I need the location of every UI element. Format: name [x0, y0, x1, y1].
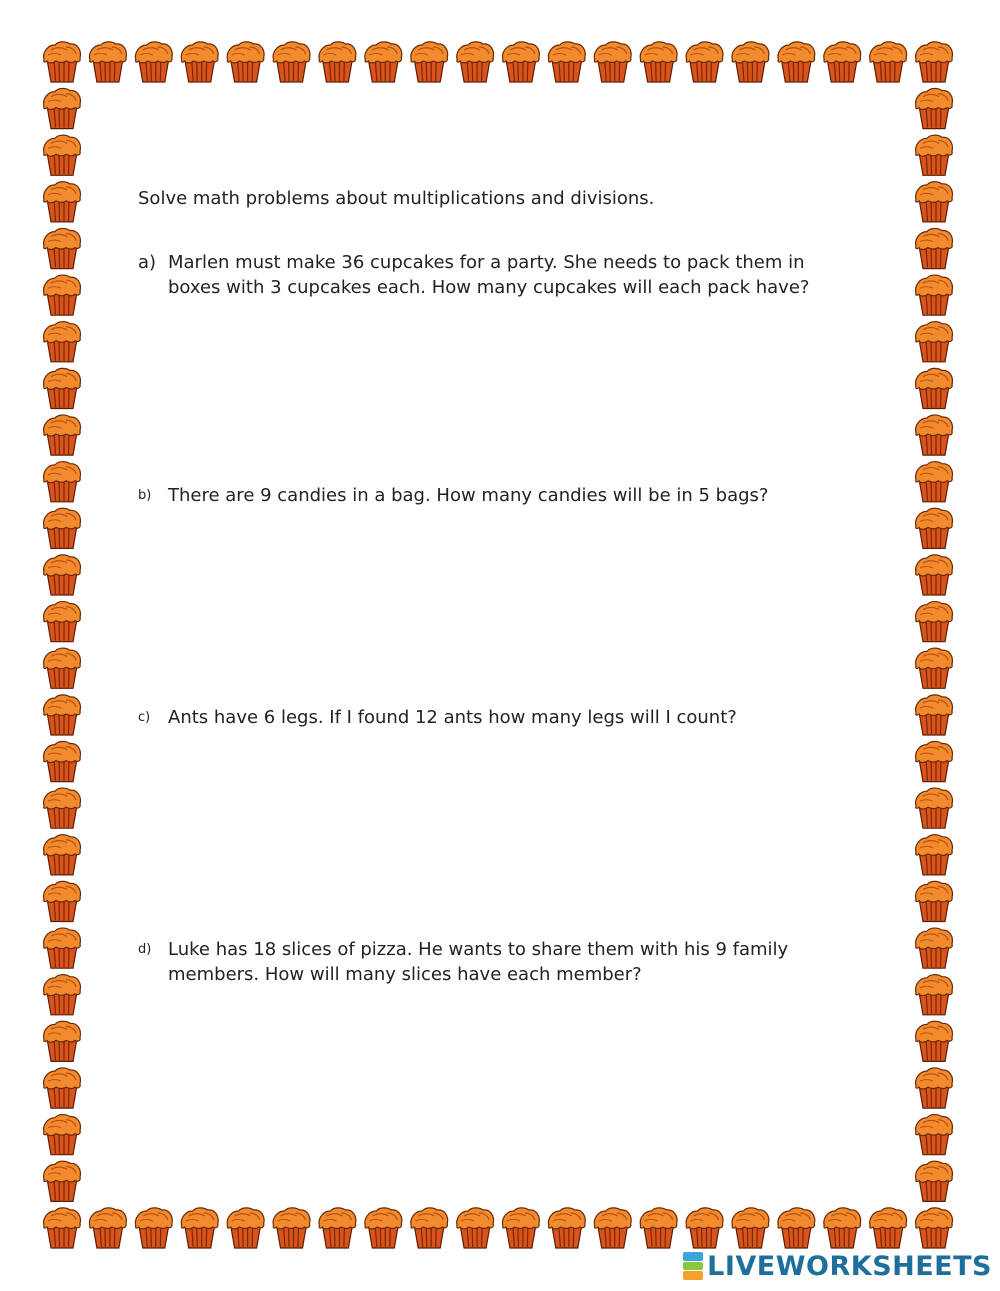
cupcake-icon: [457, 42, 494, 82]
cupcake-icon: [916, 1021, 953, 1061]
question-d: [138, 937, 848, 987]
cupcake-icon: [44, 275, 81, 315]
cupcake-icon: [916, 228, 953, 268]
cupcake-icon: [916, 741, 953, 781]
cupcake-icon: [870, 1208, 907, 1248]
cupcake-icon: [44, 881, 81, 921]
cupcake-icon: [640, 1208, 677, 1248]
cupcake-icon: [916, 368, 953, 408]
cupcake-icon: [44, 1021, 81, 1061]
cupcake-icon: [686, 1208, 723, 1248]
cupcake-icon: [640, 42, 677, 82]
cupcake-icon: [44, 835, 81, 875]
cupcake-icon: [916, 1161, 953, 1201]
cupcake-icon: [411, 42, 448, 82]
question-letter: a): [138, 252, 157, 273]
cupcake-icon: [548, 1208, 585, 1248]
cupcake-icon: [916, 835, 953, 875]
cupcake-icon: [916, 415, 953, 455]
cupcake-icon: [44, 1068, 81, 1108]
cupcake-icon: [916, 1208, 953, 1248]
cupcake-icon: [503, 42, 540, 82]
cupcake-icon: [90, 1208, 127, 1248]
worksheet-body: [138, 186, 848, 985]
question-b: [138, 483, 848, 508]
question-text: There are 9 candies in a bag. How many candies will be in 5 bags?: [168, 485, 769, 506]
cupcake-icon: [824, 42, 861, 82]
cupcake-icon: [916, 322, 953, 362]
cupcake-icon: [457, 1208, 494, 1248]
cupcake-icon: [594, 42, 631, 82]
cupcake-icon: [365, 1208, 402, 1248]
cupcake-icon: [319, 1208, 356, 1248]
cupcake-icon: [44, 1208, 81, 1248]
cupcake-icon: [548, 42, 585, 82]
cupcake-icon: [732, 1208, 769, 1248]
question-text: Luke has 18 slices of pizza. He wants to share them with his 9 family members. How will many slices have each member?: [168, 939, 789, 985]
question-text: Ants have 6 legs. If I found 12 ants how many legs will I count?: [168, 707, 737, 728]
cupcake-icon: [44, 555, 81, 595]
question-letter: d): [138, 942, 152, 957]
question-a: [138, 250, 848, 300]
cupcake-icon: [916, 648, 953, 688]
cupcake-icon: [916, 555, 953, 595]
cupcake-icon: [319, 42, 356, 82]
cupcake-icon: [870, 42, 907, 82]
cupcake-icon: [916, 462, 953, 502]
cupcake-icon: [778, 1208, 815, 1248]
cupcake-icon: [44, 462, 81, 502]
cupcake-icon: [916, 602, 953, 642]
cupcake-icon: [916, 508, 953, 548]
cupcake-icon: [181, 42, 218, 82]
question-letter: b): [138, 488, 152, 503]
cupcake-icon: [732, 42, 769, 82]
cupcake-icon: [916, 88, 953, 128]
cupcake-icon: [916, 928, 953, 968]
cupcake-icon: [916, 135, 953, 175]
cupcake-icon: [916, 1068, 953, 1108]
cupcake-icon: [44, 135, 81, 175]
cupcake-icon: [44, 508, 81, 548]
cupcake-icon: [44, 602, 81, 642]
worksheet-instructions: Solve math problems about multiplications and divisions.: [138, 188, 655, 209]
cupcake-icon: [135, 42, 172, 82]
cupcake-icon: [44, 415, 81, 455]
cupcake-icon: [44, 42, 81, 82]
cupcake-icon: [44, 1115, 81, 1155]
cupcake-icon: [824, 1208, 861, 1248]
cupcake-icon: [411, 1208, 448, 1248]
cupcake-icon: [227, 42, 264, 82]
cupcake-icon: [778, 42, 815, 82]
cupcake-icon: [44, 648, 81, 688]
liveworksheets-logo-icon: [683, 1252, 703, 1280]
cupcake-icon: [44, 788, 81, 828]
cupcake-icon: [44, 182, 81, 222]
cupcake-icon: [365, 42, 402, 82]
cupcake-icon: [594, 1208, 631, 1248]
cupcake-icon: [44, 741, 81, 781]
cupcake-icon: [916, 695, 953, 735]
cupcake-icon: [227, 1208, 264, 1248]
cupcake-icon: [135, 1208, 172, 1248]
cupcake-icon: [686, 42, 723, 82]
cupcake-icon: [916, 788, 953, 828]
cupcake-icon: [44, 928, 81, 968]
logo-text: LIVEWORKSHEETS: [707, 1250, 992, 1282]
cupcake-icon: [44, 88, 81, 128]
cupcake-icon: [916, 881, 953, 921]
cupcake-icon: [44, 695, 81, 735]
cupcake-icon: [916, 182, 953, 222]
cupcake-icon: [44, 322, 81, 362]
question-c: [138, 705, 848, 730]
cupcake-icon: [90, 42, 127, 82]
cupcake-icon: [273, 42, 310, 82]
cupcake-icon: [44, 975, 81, 1015]
cupcake-icon: [181, 1208, 218, 1248]
cupcake-icon: [44, 228, 81, 268]
question-letter: c): [138, 710, 151, 725]
liveworksheets-logo: [683, 1249, 992, 1283]
cupcake-icon: [916, 975, 953, 1015]
cupcake-icon: [916, 1115, 953, 1155]
question-text: Marlen must make 36 cupcakes for a party. She needs to pack them in boxes with 3 cupcakes each. How many cupcakes will each pack have?: [168, 252, 810, 298]
cupcake-icon: [44, 368, 81, 408]
cupcake-icon: [916, 42, 953, 82]
cupcake-icon: [44, 1161, 81, 1201]
cupcake-icon: [273, 1208, 310, 1248]
cupcake-icon: [916, 275, 953, 315]
cupcake-icon: [503, 1208, 540, 1248]
